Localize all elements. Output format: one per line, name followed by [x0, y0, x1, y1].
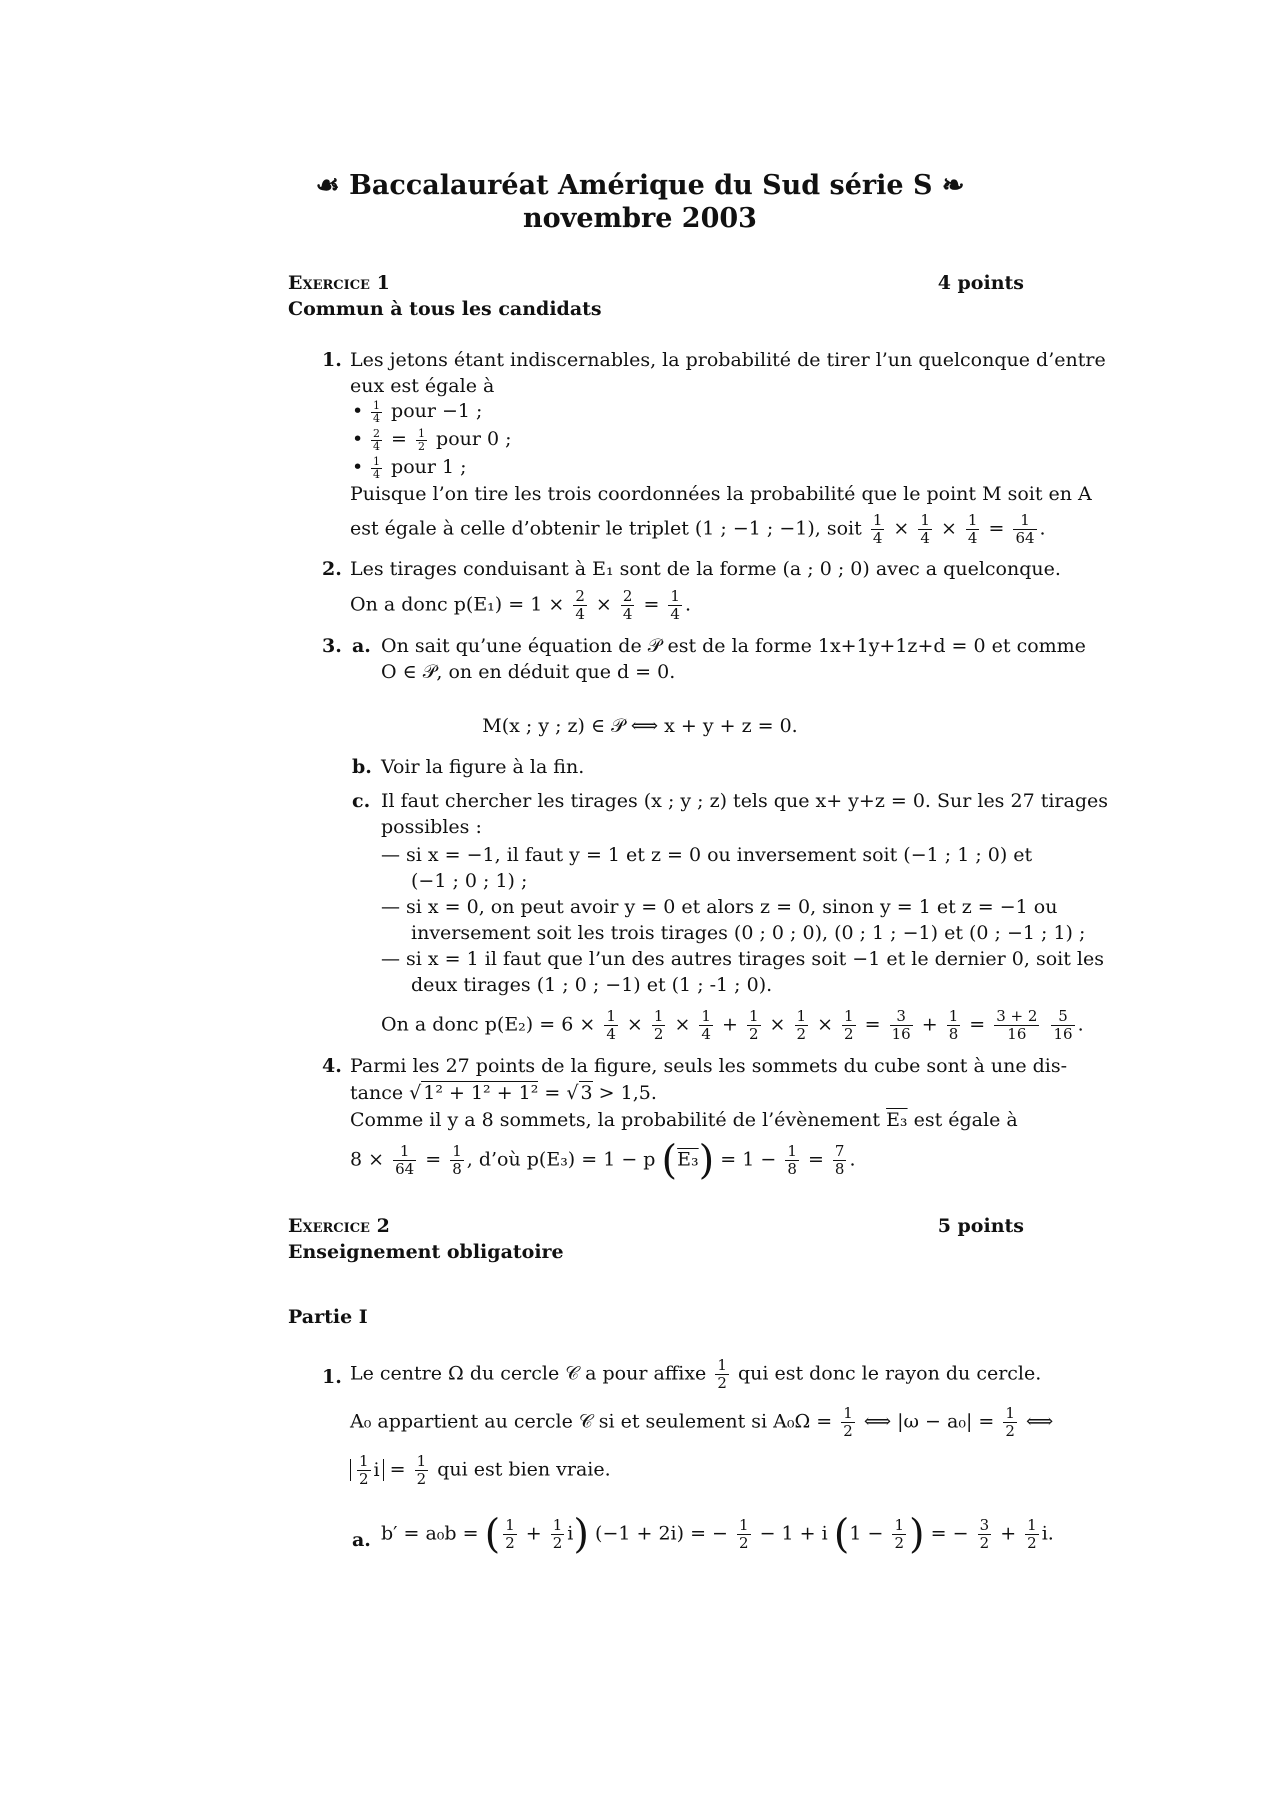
ex2-q1-line1-b: qui est donc le rayon du cercle.	[737, 1362, 1042, 1385]
ex1-bullet-1-text: pour −1 ;	[391, 400, 483, 422]
ex1-q3b-label: b.	[352, 756, 372, 778]
ex1-q3a-line2: O ∈ 𝒫, on en déduit que d = 0.	[381, 661, 676, 683]
ex1-q4-line4-c: = 1 −	[720, 1148, 777, 1171]
ex2-qa-line1-b: (−1 + 2i) = −	[595, 1522, 728, 1545]
ex1-q4-line4-b: , d’où p(E₃) = 1 − p	[466, 1148, 656, 1171]
ex1-q1-number: 1.	[322, 349, 342, 371]
ex2-qa-label: a.	[352, 1529, 371, 1551]
ex1-q3-number: 3.	[322, 635, 342, 657]
ex1-bullet-1: • $\frac{1}{4}$ pour −1 ;	[352, 398, 483, 425]
ex2-qa-line1-d: = −	[930, 1522, 969, 1545]
title-line2: novembre 2003	[523, 203, 757, 234]
ex2-qa-line1: b′ = a₀b = ( $\frac{1}{2}$ + $\frac{1}{2}$ i) (−1 + 2i) = − $\frac{1}{2}$ − 1 + i (1 − $\frac{1}{2}$ ) = − $\frac{3}{2}$ + $\frac{1}{2}$ i.	[381, 1511, 1054, 1558]
ex1-q2-line2-text: On a donc p(E₁) = 1 ×	[350, 593, 565, 616]
ex1-q4-number: 4.	[322, 1055, 342, 1077]
ex1-q1-line4: est égale à celle d’obtenir le triplet (1 ; −1 ; −1), soit $\frac{1}{4}$ × $\frac{1}{4}$ × $\frac{1}{4}$ = $\frac{1}{64}$ .	[350, 511, 1046, 547]
ex2-points: 5 points	[937, 1215, 1024, 1237]
ex1-q3c-label: c.	[352, 790, 371, 812]
ex1-q4-line2: tance √ 1² + 1² + 1² = √ 3 > 1,5.	[350, 1082, 657, 1104]
ex1-q4-sqrt1: 1² + 1² + 1²	[423, 1082, 539, 1104]
ex1-subtitle: Commun à tous les candidats	[288, 298, 602, 320]
ex1-q1-line1: Les jetons étant indiscernables, la probabilité de tirer l’un quelconque d’entre	[350, 349, 1106, 371]
ex1-dash2-line1: — si x = 0, on peut avoir y = 0 et alors z = 0, sinon y = 1 et z = −1 ou	[381, 896, 1058, 918]
ex1-q4-line3-a: Comme il y a 8 sommets, la probabilité de l’évènement	[350, 1109, 881, 1131]
ex1-q3a-line1: On sait qu’une équation de 𝒫 est de la forme 1x+1y+1z+d = 0 et comme	[381, 635, 1086, 657]
ex1-dash3-line2: deux tirages (1 ; 0 ; −1) et (1 ; -1 ; 0).	[411, 974, 773, 996]
ex1-q1-line2: eux est égale à	[350, 375, 495, 397]
ex2-q1-line3: $\frac{1}{2}$ i = $\frac{1}{2}$ qui est bien vraie.	[350, 1453, 611, 1488]
ex2-q1-line2-a: A₀ appartient au cercle 𝒞 si et seulement si A₀Ω =	[350, 1410, 833, 1433]
ex1-dash2-line2: inversement soit les trois tirages (0 ; 0 ; 0), (0 ; 1 ; −1) et (0 ; −1 ; 1) ;	[411, 922, 1086, 944]
ex1-q1-line4-text: est égale à celle d’obtenir le triplet (1 ; −1 ; −1), soit	[350, 517, 862, 540]
ornament-right: ❧	[941, 170, 965, 201]
ex1-q4-line4-a: 8 ×	[350, 1148, 385, 1171]
ex1-bullet-2-text: pour 0 ;	[436, 428, 512, 450]
ex1-q3b-line1: Voir la figure à la fin.	[381, 756, 585, 778]
ex1-q4-line3	[350, 1107, 1018, 1133]
ex1-bullet-3: • $\frac{1}{4}$ pour 1 ;	[352, 454, 467, 481]
ex1-bullet-2: • $\frac{2}{4}$ = $\frac{1}{2}$ pour 0 ;	[352, 426, 512, 453]
ex1-q3c-result-text: On a donc p(E₂) = 6 ×	[381, 1013, 596, 1036]
ex2-part: Partie I	[288, 1306, 368, 1328]
ex1-q4-event: E₃	[886, 1109, 908, 1131]
ex1-q4-line3-b: est égale à	[913, 1109, 1018, 1131]
page-title	[0, 170, 1280, 201]
ex2-subtitle: Enseignement obligatoire	[288, 1241, 564, 1263]
ex1-q2-number: 2.	[322, 558, 342, 580]
ex2-q1-line1-a: Le centre Ω du cercle 𝒞 a pour affixe	[350, 1362, 707, 1385]
ex1-q1-line3: Puisque l’on tire les trois coordonnées la probabilité que le point M soit en A	[350, 483, 1092, 505]
ex1-q4-line2-b: =	[544, 1082, 561, 1104]
ex2-q1-line3-b: qui est bien vraie.	[437, 1458, 611, 1481]
ex2-q1-line2-c: ⟺	[1025, 1410, 1054, 1433]
ornament-left: ☙	[315, 170, 340, 201]
title-line1: Baccalauréat Amérique du Sud série S	[349, 170, 933, 201]
ex1-q3a-label: a.	[352, 635, 371, 657]
ex2-q1-line1: Le centre Ω du cercle 𝒞 a pour affixe $\frac{1}{2}$ qui est donc le rayon du cercle.	[350, 1356, 1042, 1392]
ex1-q2-line1: Les tirages conduisant à E₁ sont de la forme (a ; 0 ; 0) avec a quelconque.	[350, 558, 1061, 580]
ex1-points: 4 points	[937, 272, 1024, 294]
ex2-qa-line1-c: − 1 + i	[759, 1522, 828, 1545]
ex1-dash3-line1: — si x = 1 il faut que l’un des autres tirages soit −1 et le dernier 0, soit les	[381, 948, 1104, 970]
ex1-q4-sqrt2: 3	[580, 1082, 593, 1104]
ex1-q4-line2-c: > 1,5.	[598, 1082, 657, 1104]
ex1-q4-line1: Parmi les 27 points de la figure, seuls les sommets du cube sont à une dis-	[350, 1055, 1068, 1077]
ex2-qa-line1-a: b′ = a₀b =	[381, 1522, 479, 1545]
ex1-q3c-line1: Il faut chercher les tirages (x ; y ; z) tels que x+ y+z = 0. Sur les 27 tirages	[381, 790, 1108, 812]
ex1-q3a-equation: M(x ; y ; z) ∈ 𝒫 ⟺ x + y + z = 0.	[482, 715, 798, 737]
ex2-q1-line2-b: ⟺ |ω − a₀| =	[863, 1410, 995, 1433]
ex1-q3c-line2: possibles :	[381, 816, 482, 838]
ex1-label: Exercice 1	[288, 272, 390, 294]
ex1-q2-line2: On a donc p(E₁) = 1 × $\frac{2}{4}$ × $\frac{2}{4}$ = $\frac{1}{4}$ .	[350, 587, 691, 623]
ex1-q4-line4: 8 × $\frac{1}{64}$ = $\frac{1}{8}$ , d’où p(E₃) = 1 − p (E₃) = 1 − $\frac{1}{8}$ = $\frac{7}{8}$ .	[350, 1137, 856, 1184]
ex2-q1-line2: A₀ appartient au cercle 𝒞 si et seulement si A₀Ω = $\frac{1}{2}$ ⟺ |ω − a₀| = $\frac{1}{2}$ ⟺	[350, 1404, 1054, 1440]
ex2-q1-number: 1.	[322, 1366, 342, 1388]
ex1-dash1-line1: — si x = −1, il faut y = 1 et z = 0 ou inversement soit (−1 ; 1 ; 0) et	[381, 844, 1033, 866]
ex1-bullet-3-text: pour 1 ;	[391, 456, 467, 478]
ex2-label: Exercice 2	[288, 1215, 390, 1237]
ex1-q3c-result: On a donc p(E₂) = 6 × $\frac{1}{4}$ × $\frac{1}{2}$ × $\frac{1}{4}$ + $\frac{1}{2}$ × $\frac{1}{2}$ × $\frac{1}{2}$ = $\frac{3}{16}$ + $\frac{1}{8}$ = $\frac{3 + 2}{16}$ $\frac{5}{16}$ .	[381, 1007, 1084, 1043]
ex1-dash1-line2: (−1 ; 0 ; 1) ;	[411, 870, 528, 892]
ex1-q4-line2-a: tance	[350, 1082, 404, 1104]
